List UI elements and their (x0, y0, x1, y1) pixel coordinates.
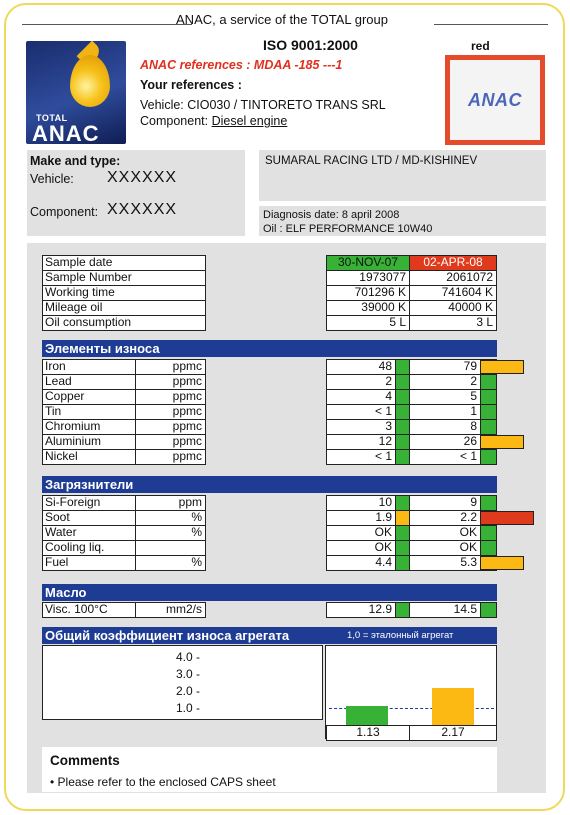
param-value-2: 2 (409, 374, 481, 390)
vehicle-value: XXXXXX (107, 169, 178, 186)
status-square-1 (395, 359, 410, 375)
status-square-1 (395, 510, 410, 526)
param-value-1: 4 (326, 389, 396, 405)
customer-box: SUMARAL RACING LTD / MD-KISHINEV (259, 150, 546, 201)
param-name: Visc. 100°C (42, 602, 136, 618)
param-name: Iron (42, 359, 136, 375)
param-name: Tin (42, 404, 136, 420)
logo-anac-text: ANAC (32, 121, 100, 144)
param-value-1: 10 (326, 495, 396, 511)
status-square-2 (480, 540, 497, 556)
component-ref-value: Diesel engine (211, 114, 288, 128)
sample-value-2: 02-APR-08 (409, 255, 497, 271)
component-reference (140, 114, 440, 128)
status-square-1 (395, 495, 410, 511)
param-unit: % (135, 510, 206, 526)
param-unit: ppmc (135, 404, 206, 420)
status-square-1 (395, 419, 410, 435)
status-square-1 (395, 404, 410, 420)
trend-bar (480, 360, 524, 374)
status-square-2 (480, 602, 497, 618)
status-square-2 (480, 404, 497, 420)
trend-bar (480, 511, 534, 525)
comments-box (42, 747, 497, 792)
status-square-1 (395, 540, 410, 556)
make-type-box (27, 150, 245, 236)
param-value-1: < 1 (326, 404, 396, 420)
y-tick-label: 3.0 - (175, 667, 200, 681)
sample-label: Sample date (42, 255, 206, 271)
param-name: Nickel (42, 449, 136, 465)
param-value-1: 48 (326, 359, 396, 375)
make-type-title: Make and type: (30, 154, 121, 168)
component-ref-label: Component: (140, 114, 209, 128)
status-square-1 (395, 555, 410, 571)
param-name: Copper (42, 389, 136, 405)
section-oil-title: Масло (45, 585, 87, 600)
references-block (140, 58, 440, 128)
param-unit: ppmc (135, 359, 206, 375)
anac-logo (26, 41, 126, 144)
sample-label: Mileage oil (42, 300, 206, 316)
header-top-line: ANAC, a service of the TOTAL group (176, 12, 388, 27)
sample-value-2: 2061072 (409, 270, 497, 286)
trend-bar (480, 435, 524, 449)
trend-bar (480, 556, 524, 570)
param-name: Lead (42, 374, 136, 390)
param-value-1: 1.9 (326, 510, 396, 526)
diagnosis-oil: Oil : ELF PERFORMANCE 10W40 (263, 223, 433, 235)
param-name: Si-Foreign (42, 495, 136, 511)
param-unit: mm2/s (135, 602, 206, 618)
status-square-1 (395, 449, 410, 465)
status-square-1 (395, 434, 410, 450)
vehicle-label: Vehicle: (30, 172, 74, 186)
param-name: Water (42, 525, 136, 541)
param-value-1: 2 (326, 374, 396, 390)
param-unit: ppmc (135, 419, 206, 435)
section-oil (42, 584, 497, 601)
param-name: Soot (42, 510, 136, 526)
section-wear-title: Элементы износа (45, 341, 160, 356)
vehicle-reference: Vehicle: CIO030 / TINTORETO TRANS SRL (140, 98, 386, 112)
red-label: red (471, 39, 490, 53)
sample-value-1: 30-NOV-07 (326, 255, 410, 271)
sample-value-1: 701296 K (326, 285, 410, 301)
sample-value-2: 40000 K (409, 300, 497, 316)
component-value: XXXXXX (107, 201, 178, 218)
param-unit: % (135, 555, 206, 571)
sample-label: Oil consumption (42, 315, 206, 331)
param-unit: ppmc (135, 449, 206, 465)
param-value-2: 26 (409, 434, 481, 450)
sample-value-1: 5 L (326, 315, 410, 331)
status-square-2 (480, 389, 497, 405)
param-value-2: < 1 (409, 449, 481, 465)
param-value-1: < 1 (326, 449, 396, 465)
param-unit: ppmc (135, 434, 206, 450)
param-value-1: OK (326, 540, 396, 556)
param-value-2: 9 (409, 495, 481, 511)
section-contaminants-title: Загрязнители (45, 477, 134, 492)
status-square-2 (480, 374, 497, 390)
chart-bar (346, 706, 388, 725)
param-unit: ppm (135, 495, 206, 511)
section-contaminants (42, 476, 497, 493)
section-overall (42, 627, 497, 644)
status-square-2 (480, 419, 497, 435)
param-value-2: 5 (409, 389, 481, 405)
y-tick-label: 4.0 - (175, 650, 200, 664)
param-value-2: OK (409, 525, 481, 541)
status-square-1 (395, 389, 410, 405)
sample-label: Sample Number (42, 270, 206, 286)
param-name: Cooling liq. (42, 540, 136, 556)
section-overall-title: Общий коэффициент износа агрегата (45, 628, 290, 643)
param-unit: % (135, 525, 206, 541)
param-value-1: OK (326, 525, 396, 541)
oil-drop-icon (70, 55, 110, 107)
status-square-1 (395, 374, 410, 390)
comments-title: Comments (50, 753, 120, 768)
param-value-2: 5.3 (409, 555, 481, 571)
param-value-2: 79 (409, 359, 481, 375)
diagnosis-date: Diagnosis date: 8 april 2008 (263, 209, 400, 221)
diagnosis-box (259, 206, 546, 236)
sample-value-1: 1973077 (326, 270, 410, 286)
status-square-2 (480, 449, 497, 465)
logo-total-text: TOTAL (36, 113, 68, 123)
param-name: Fuel (42, 555, 136, 571)
param-unit: ppmc (135, 389, 206, 405)
param-value-1: 12.9 (326, 602, 396, 618)
y-tick-label: 2.0 - (175, 684, 200, 698)
component-label: Component: (30, 205, 99, 219)
sample-value-1: 39000 K (326, 300, 410, 316)
stamp-text: ANAC (468, 89, 522, 110)
chart-value-label: 1.13 (326, 725, 410, 741)
param-name: Aluminium (42, 434, 136, 450)
status-square-1 (395, 602, 410, 618)
sample-label: Working time (42, 285, 206, 301)
sample-value-2: 3 L (409, 315, 497, 331)
param-value-2: 1 (409, 404, 481, 420)
chart-bar (432, 688, 474, 725)
your-references-label: Your references : (140, 78, 242, 92)
param-value-1: 4.4 (326, 555, 396, 571)
param-value-2: OK (409, 540, 481, 556)
chart-value-label: 2.17 (409, 725, 497, 741)
section-overall-note: 1,0 = эталонный агрегат (347, 630, 454, 641)
status-square-2 (480, 525, 497, 541)
param-unit (135, 540, 206, 556)
status-square-2 (480, 495, 497, 511)
anac-references: ANAC references : MDAA -185 ---1 (140, 58, 343, 72)
param-name: Chromium (42, 419, 136, 435)
comments-text: • Please refer to the enclosed CAPS sheet (50, 775, 276, 789)
iso-label: ISO 9001:2000 (263, 37, 358, 53)
anac-stamp (445, 55, 545, 145)
param-value-2: 2.2 (409, 510, 481, 526)
param-value-2: 8 (409, 419, 481, 435)
param-value-1: 12 (326, 434, 396, 450)
param-unit: ppmc (135, 374, 206, 390)
y-tick-label: 1.0 - (175, 701, 200, 715)
status-square-1 (395, 525, 410, 541)
section-wear (42, 340, 497, 357)
sample-value-2: 741604 K (409, 285, 497, 301)
param-value-1: 3 (326, 419, 396, 435)
param-value-2: 14.5 (409, 602, 481, 618)
